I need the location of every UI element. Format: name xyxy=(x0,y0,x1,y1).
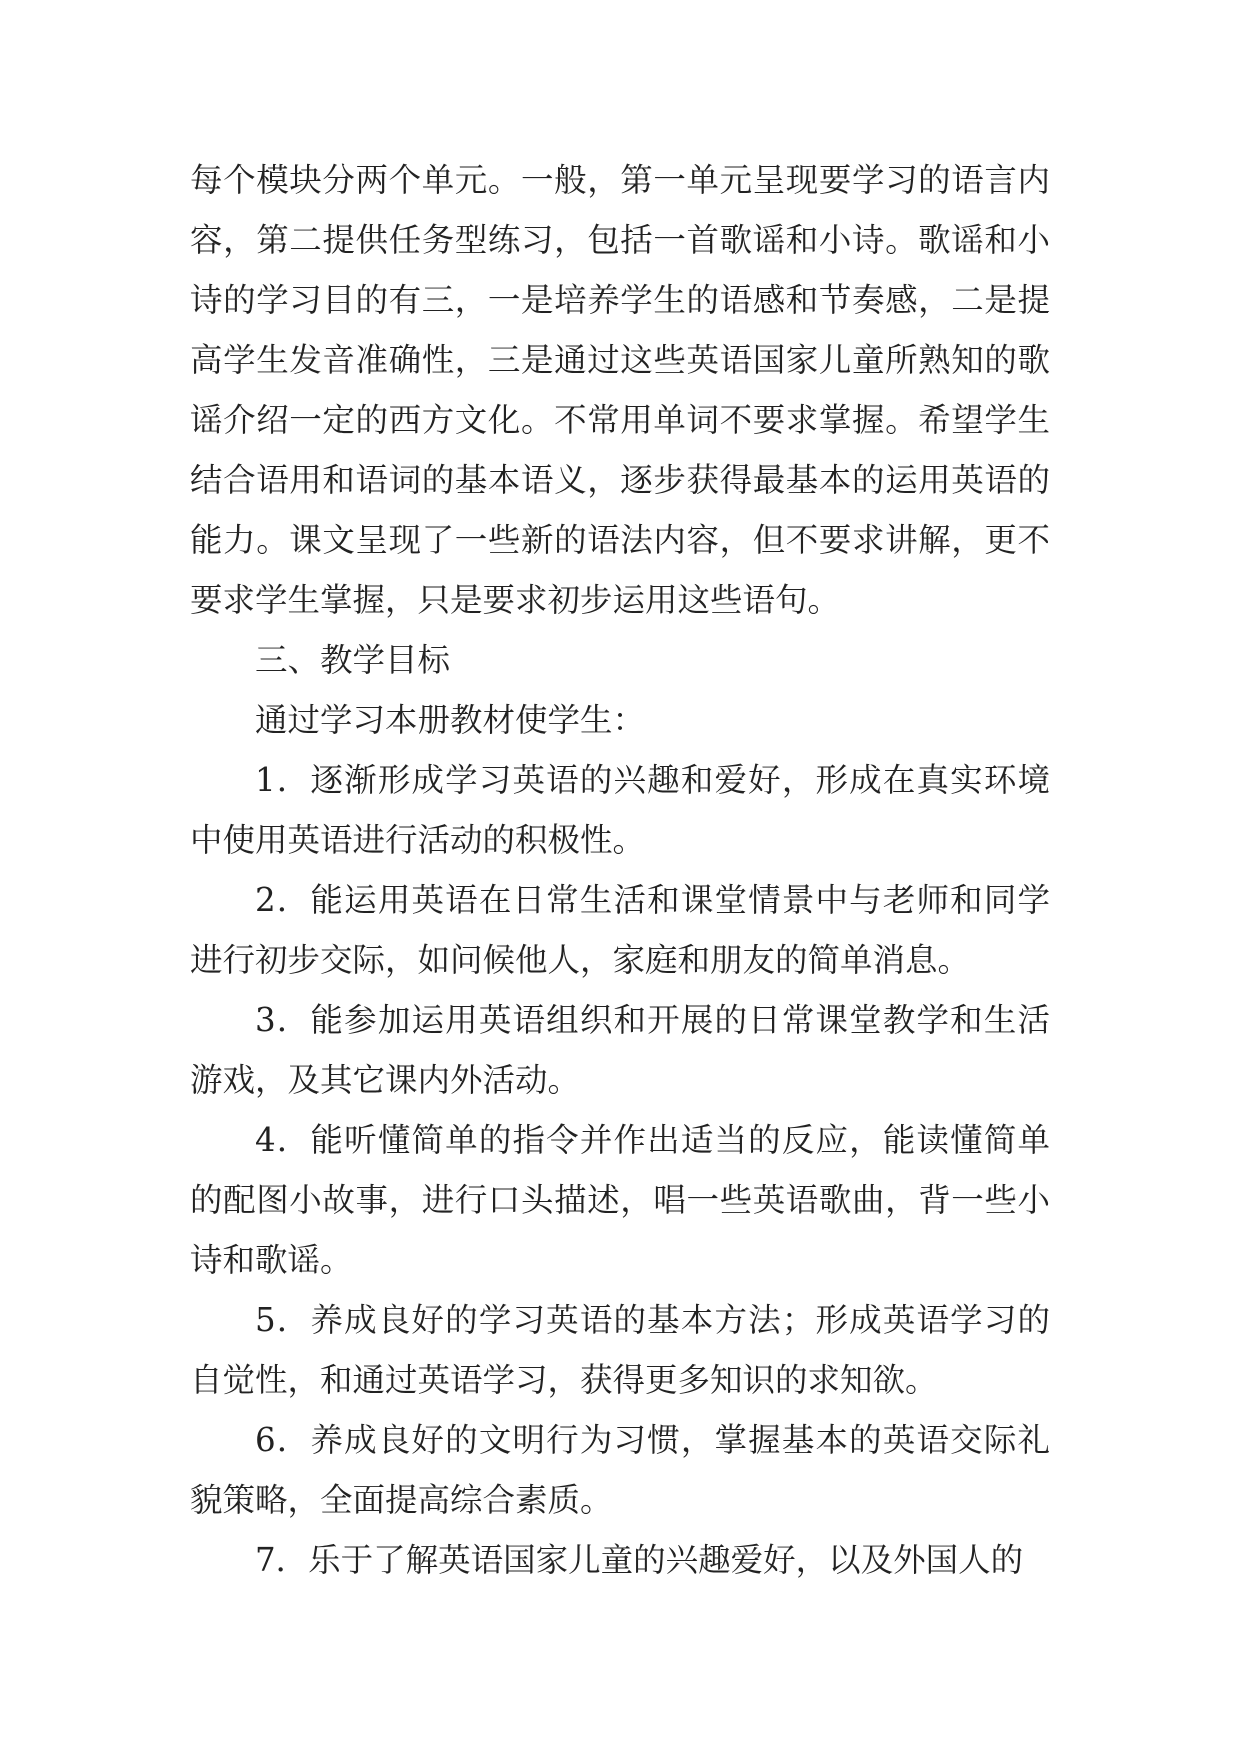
goal-item-3: 3．能参加运用英语组织和开展的日常课堂教学和生活游戏，及其它课内外活动。 xyxy=(190,1001,1050,1099)
document-body xyxy=(190,150,1050,1590)
goal-item-4: 4．能听懂简单的指令并作出适当的反应，能读懂简单的配图小故事，进行口头描述，唱一些英语歌曲，背一些小诗和歌谣。 xyxy=(190,1121,1050,1279)
goal-item-5: 5．养成良好的学习英语的基本方法；形成英语学习的自觉性，和通过英语学习，获得更多知识的求知欲。 xyxy=(190,1301,1050,1399)
paragraph-intro: 每个模块分两个单元。一般，第一单元呈现要学习的语言内容，第二提供任务型练习，包括一首歌谣和小诗。歌谣和小诗的学习目的有三，一是培养学生的语感和节奏感，二是提高学生发音准确性，三是通过这些英语国家儿童所熟知的歌谣介绍一定的西方文化。不常用单词不要求掌握。希望学生结合语用和语词的基本语义，逐步获得最基本的运用英语的能力。课文呈现了一些新的语法内容，但不要求讲解，更不要求学生掌握，只是要求初步运用这些语句。 xyxy=(190,161,1050,619)
goal-item-7: 7．乐于了解英语国家儿童的兴趣爱好，以及外国人的 xyxy=(255,1541,1024,1579)
goal-item-6: 6．养成良好的文明行为习惯，掌握基本的英语交际礼貌策略，全面提高综合素质。 xyxy=(190,1421,1050,1519)
goal-item-1: 1．逐渐形成学习英语的兴趣和爱好，形成在真实环境中使用英语进行活动的积极性。 xyxy=(190,761,1050,859)
paragraph-goals-intro: 通过学习本册教材使学生： xyxy=(255,701,646,739)
section-heading: 三、教学目标 xyxy=(255,641,451,679)
goal-item-2: 2．能运用英语在日常生活和课堂情景中与老师和同学进行初步交际，如问候他人，家庭和朋友的简单消息。 xyxy=(190,881,1050,979)
